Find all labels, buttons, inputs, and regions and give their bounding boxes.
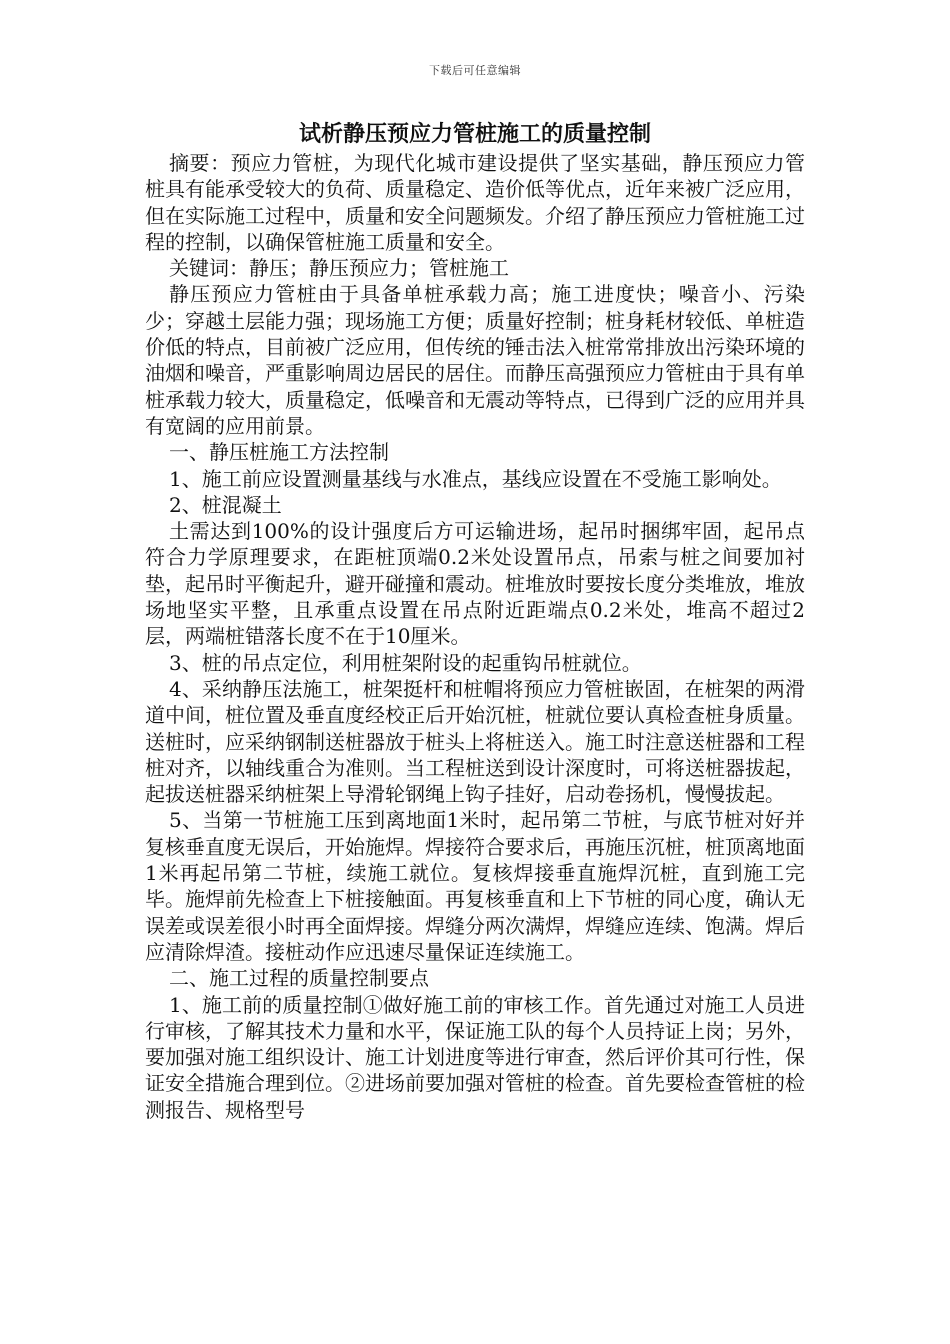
paragraph-item-1-1: 1、施工前应设置测量基线与水准点，基线应设置在不受施工影响处。 bbox=[169, 466, 782, 491]
paragraph-abstract: 摘要：预应力管桩，为现代化城市建设提供了坚实基础，静压预应力管桩具有能承受较大的负荷、质量稳定、造价低等优点，近年来被广泛应用，但在实际施工过程中，质量和安全问题频发。介绍了静压预应力管桩施工过程的控制，以确保管桩施工质量和安全。 bbox=[145, 151, 805, 254]
paragraph-item-1-2: 2、桩混凝土 bbox=[169, 492, 282, 517]
document-body bbox=[145, 150, 805, 1123]
section-heading-1: 一、静压桩施工方法控制 bbox=[169, 440, 389, 465]
paragraph-item-1-2-body: 土需达到100%的设计强度后方可运输进场，起吊时捆绑牢固，起吊点符合力学原理要求，在距桩顶端0.2米处设置吊点，吊索与桩之间要加衬垫，起吊时平衡起升，避开碰撞和震动。桩堆放时要按长度分类堆放，堆放场地坚实平整，且承重点设置在吊点附近距端点0.2米处，堆高不超过2层，两端桩错落长度不在于10厘米。 bbox=[145, 519, 805, 649]
section-heading-2: 二、施工过程的质量控制要点 bbox=[169, 966, 429, 991]
header-note: 下载后可任意编辑 bbox=[429, 64, 521, 77]
document-title: 试析静压预应力管桩施工的质量控制 bbox=[298, 121, 651, 147]
paragraph-intro: 静压预应力管桩由于具备单桩承载力高；施工进度快；噪音小、污染少；穿越土层能力强；现场施工方便；质量好控制；桩身耗材较低、单桩造价低的特点，目前被广泛应用，但传统的锤击法入桩常常排放出污染环境的油烟和噪音，严重影响周边居民的居住。而静压高强预应力管桩由于具有单桩承载力较大，质量稳定，低噪音和无震动等特点，已得到广泛的应用并具有宽阔的应用前景。 bbox=[145, 282, 805, 438]
paragraph-item-2-1: 1、施工前的质量控制①做好施工前的审核工作。首先通过对施工人员进行审核，了解其技术力量和水平，保证施工队的每个人员持证上岗；另外，要加强对施工组织设计、施工计划进度等进行审查，然后评价其可行性，保证安全措施合理到位。②进场前要加强对管桩的检查。首先要检查管桩的检测报告、规格型号 bbox=[145, 992, 805, 1122]
paragraph-item-1-3: 3、桩的吊点定位，利用桩架附设的起重钩吊桩就位。 bbox=[169, 650, 642, 675]
paragraph-item-1-4: 4、采纳静压法施工，桩架挺杆和桩帽将预应力管桩嵌固，在桩架的两滑道中间，桩位置及垂直度经校正后开始沉桩，桩就位要认真检查桩身质量。送桩时，应采纳钢制送桩器放于桩头上将桩送入。施工时注意送桩器和工程桩对齐，以轴线重合为准则。当工程桩送到设计深度时，可将送桩器拔起，起拔送桩器采纳桩架上导滑轮钢绳上钩子挂好，启动卷扬机，慢慢拔起。 bbox=[145, 676, 805, 807]
paragraph-keywords: 关键词：静压；静压预应力；管桩施工 bbox=[169, 256, 509, 281]
paragraph-item-1-5: 5、当第一节桩施工压到离地面1米时，起吊第二节桩，与底节桩对好并复核垂直度无误后，开始施焊。焊接符合要求后，再施压沉桩，桩顶离地面1米再起吊第二节桩，续施工就位。复核焊接垂直施焊沉桩，直到施工完毕。施焊前先检查上下桩接触面。再复核垂直和上下节桩的同心度，确认无误差或误差很小时再全面焊接。焊缝分两次满焊，焊缝应连续、饱满。焊后应清除焊渣。接桩动作应迅速尽量保证连续施工。 bbox=[145, 808, 805, 964]
